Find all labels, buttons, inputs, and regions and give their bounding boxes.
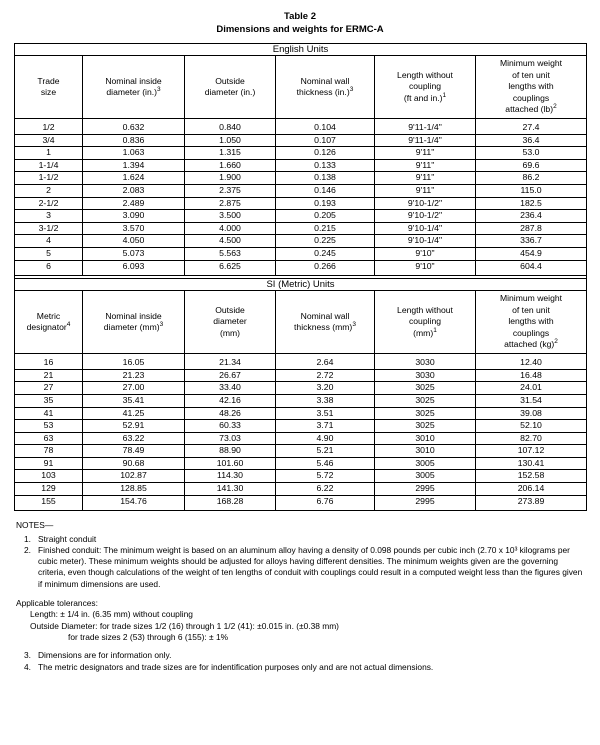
cell-wall-thickness: 3.51 xyxy=(276,407,375,420)
cell-metric-designator: 53 xyxy=(15,420,83,433)
cell-weight: 336.7 xyxy=(476,235,587,248)
cell-length: 3030 xyxy=(375,369,476,382)
table-title xyxy=(14,10,586,36)
header-metric-designator: Metric designator$^4$ xyxy=(15,291,83,354)
cell-weight: 273.89 xyxy=(476,495,587,511)
cell-metric-designator: 103 xyxy=(15,470,83,483)
cell-outside-diameter: 2.875 xyxy=(185,197,276,210)
cell-weight: 287.8 xyxy=(476,222,587,235)
cell-outside-diameter: 0.840 xyxy=(185,119,276,135)
table-row xyxy=(15,369,587,382)
cell-weight: 130.41 xyxy=(476,457,587,470)
cell-trade-size: 1-1/4 xyxy=(15,159,83,172)
cell-length: 9'11-1/4" xyxy=(375,119,476,135)
cell-inside-diameter: 2.489 xyxy=(83,197,185,210)
cell-trade-size: 2 xyxy=(15,184,83,197)
table-row xyxy=(15,197,587,210)
note-item xyxy=(16,650,586,661)
cell-trade-size: 5 xyxy=(15,247,83,260)
cell-weight: 53.0 xyxy=(476,147,587,160)
cell-trade-size: 3 xyxy=(15,210,83,223)
cell-outside-diameter: 114.30 xyxy=(185,470,276,483)
cell-inside-diameter: 90.68 xyxy=(83,457,185,470)
cell-weight: 152.58 xyxy=(476,470,587,483)
cell-inside-diameter: 6.093 xyxy=(83,260,185,276)
cell-wall-thickness: 0.215 xyxy=(276,222,375,235)
cell-length: 3030 xyxy=(375,354,476,370)
cell-inside-diameter: 63.22 xyxy=(83,432,185,445)
table-row xyxy=(15,247,587,260)
cell-wall-thickness: 3.71 xyxy=(276,420,375,433)
cell-inside-diameter: 52.91 xyxy=(83,420,185,433)
cell-weight: 69.6 xyxy=(476,159,587,172)
cell-trade-size: 4 xyxy=(15,235,83,248)
header-nominal-wall-thickness-mm: Nominal wall thickness (mm)$^3$ xyxy=(276,291,375,354)
cell-inside-diameter: 1.624 xyxy=(83,172,185,185)
cell-metric-designator: 91 xyxy=(15,457,83,470)
cell-trade-size: 1-1/2 xyxy=(15,172,83,185)
table-row xyxy=(15,445,587,458)
header-minimum-weight-kg: Minimum weight of ten unit lengths with couplings attached (kg)$^2$ xyxy=(476,291,587,354)
dimensions-table xyxy=(14,43,587,511)
cell-inside-diameter: 3.570 xyxy=(83,222,185,235)
note-item xyxy=(16,662,586,673)
cell-inside-diameter: 3.090 xyxy=(83,210,185,223)
cell-length: 3025 xyxy=(375,394,476,407)
cell-wall-thickness: 3.38 xyxy=(276,394,375,407)
cell-length: 9'11-1/4" xyxy=(375,134,476,147)
cell-length: 3025 xyxy=(375,407,476,420)
table-row xyxy=(15,420,587,433)
cell-wall-thickness: 0.138 xyxy=(276,172,375,185)
table-row xyxy=(15,260,587,276)
cell-length: 3005 xyxy=(375,457,476,470)
cell-weight: 604.4 xyxy=(476,260,587,276)
table-row xyxy=(15,172,587,185)
cell-outside-diameter: 4.000 xyxy=(185,222,276,235)
cell-wall-thickness: 0.107 xyxy=(276,134,375,147)
table-row xyxy=(15,147,587,160)
note-text: Straight conduit xyxy=(38,533,97,544)
notes-heading: NOTES— xyxy=(16,520,54,531)
cell-outside-diameter: 88.90 xyxy=(185,445,276,458)
cell-trade-size: 1 xyxy=(15,147,83,160)
cell-weight: 206.14 xyxy=(476,483,587,496)
cell-trade-size: 6 xyxy=(15,260,83,276)
note-text: The metric designators and trade sizes are for indentification purposes only and are not actual dimensions. xyxy=(38,661,434,672)
note-item xyxy=(16,545,586,590)
cell-wall-thickness: 6.22 xyxy=(276,483,375,496)
note-number: 3. xyxy=(24,650,31,661)
note-item xyxy=(16,534,586,545)
cell-outside-diameter: 26.67 xyxy=(185,369,276,382)
cell-metric-designator: 63 xyxy=(15,432,83,445)
table-row xyxy=(15,210,587,223)
cell-wall-thickness: 5.72 xyxy=(276,470,375,483)
cell-wall-thickness: 0.225 xyxy=(276,235,375,248)
note-number: 4. xyxy=(24,661,31,672)
cell-outside-diameter: 6.625 xyxy=(185,260,276,276)
cell-outside-diameter: 168.28 xyxy=(185,495,276,511)
english-header-row xyxy=(15,56,587,119)
header-minimum-weight: Minimum weight of ten unit lengths with couplings attached (lb)$^2$ xyxy=(476,56,587,119)
cell-weight: 39.08 xyxy=(476,407,587,420)
cell-wall-thickness: 0.133 xyxy=(276,159,375,172)
cell-weight: 115.0 xyxy=(476,184,587,197)
cell-length: 9'10-1/2" xyxy=(375,197,476,210)
cell-weight: 236.4 xyxy=(476,210,587,223)
cell-weight: 82.70 xyxy=(476,432,587,445)
cell-metric-designator: 78 xyxy=(15,445,83,458)
cell-length: 9'11" xyxy=(375,184,476,197)
cell-inside-diameter: 27.00 xyxy=(83,382,185,395)
table-row xyxy=(15,134,587,147)
cell-trade-size: 2-1/2 xyxy=(15,197,83,210)
cell-outside-diameter: 5.563 xyxy=(185,247,276,260)
cell-length: 3025 xyxy=(375,420,476,433)
si-units-band: SI (Metric) Units xyxy=(15,279,587,291)
cell-inside-diameter: 4.050 xyxy=(83,235,185,248)
table-row xyxy=(15,184,587,197)
cell-inside-diameter: 128.85 xyxy=(83,483,185,496)
cell-weight: 16.48 xyxy=(476,369,587,382)
cell-trade-size: 3/4 xyxy=(15,134,83,147)
cell-wall-thickness: 0.104 xyxy=(276,119,375,135)
cell-inside-diameter: 35.41 xyxy=(83,394,185,407)
cell-wall-thickness: 2.72 xyxy=(276,369,375,382)
cell-inside-diameter: 0.632 xyxy=(83,119,185,135)
cell-inside-diameter: 5.073 xyxy=(83,247,185,260)
notes-section-continued xyxy=(14,650,586,673)
table-row xyxy=(15,159,587,172)
tolerance-outside-diameter-large: for trade sizes 2 (53) through 6 (155): ± 1% xyxy=(68,631,229,642)
header-outside-diameter-mm: Outside diameter (mm) xyxy=(185,291,276,354)
cell-weight: 12.40 xyxy=(476,354,587,370)
table-title-line2: Dimensions and weights for ERMC-A xyxy=(216,24,384,35)
cell-wall-thickness: 2.64 xyxy=(276,354,375,370)
tolerance-length: Length: ± 1/4 in. (6.35 mm) without coupling xyxy=(30,609,193,620)
cell-length: 3025 xyxy=(375,382,476,395)
cell-length: 2995 xyxy=(375,495,476,511)
cell-outside-diameter: 73.03 xyxy=(185,432,276,445)
table-row xyxy=(15,222,587,235)
header-nominal-inside-diameter-mm: Nominal inside diameter (mm)$^3$ xyxy=(83,291,185,354)
cell-metric-designator: 27 xyxy=(15,382,83,395)
cell-metric-designator: 16 xyxy=(15,354,83,370)
cell-outside-diameter: 1.660 xyxy=(185,159,276,172)
table-row xyxy=(15,407,587,420)
tolerance-outside-diameter: Outside Diameter: for trade sizes 1/2 (16) through 1 1/2 (41): ±0.015 in. (±0.38 mm) xyxy=(30,620,339,631)
note-number: 2. xyxy=(24,544,31,555)
cell-metric-designator: 35 xyxy=(15,394,83,407)
table-row xyxy=(15,119,587,135)
cell-outside-diameter: 48.26 xyxy=(185,407,276,420)
table-row xyxy=(15,483,587,496)
cell-wall-thickness: 0.146 xyxy=(276,184,375,197)
table-row xyxy=(15,432,587,445)
cell-inside-diameter: 102.87 xyxy=(83,470,185,483)
cell-wall-thickness: 0.245 xyxy=(276,247,375,260)
cell-wall-thickness: 4.90 xyxy=(276,432,375,445)
cell-wall-thickness: 0.266 xyxy=(276,260,375,276)
cell-metric-designator: 41 xyxy=(15,407,83,420)
cell-weight: 27.4 xyxy=(476,119,587,135)
cell-inside-diameter: 2.083 xyxy=(83,184,185,197)
cell-weight: 52.10 xyxy=(476,420,587,433)
cell-length: 3010 xyxy=(375,432,476,445)
cell-wall-thickness: 6.76 xyxy=(276,495,375,511)
tolerances-heading: Applicable tolerances: xyxy=(16,598,98,609)
cell-weight: 36.4 xyxy=(476,134,587,147)
cell-metric-designator: 129 xyxy=(15,483,83,496)
cell-inside-diameter: 1.063 xyxy=(83,147,185,160)
cell-outside-diameter: 1.900 xyxy=(185,172,276,185)
cell-length: 3010 xyxy=(375,445,476,458)
cell-inside-diameter: 0.836 xyxy=(83,134,185,147)
header-nominal-inside-diameter: Nominal inside diameter $(in.)^3$ xyxy=(83,56,185,119)
note-text: Finished conduit: The minimum weight is based on an aluminum alloy having a density of 0.098 pounds per cubic inch (2.70 x 10³ kilograms per cubic meter). These minimum weights should be adjusted for alloys having different densities. The minimum weights given are the governing criteria, even though calculations of the weight of ten lengths of conduit with couplings could result in a computed weight less than the figures given if minimum dimensions are used. xyxy=(38,544,583,589)
cell-length: 9'10-1/4" xyxy=(375,222,476,235)
cell-inside-diameter: 1.394 xyxy=(83,159,185,172)
cell-inside-diameter: 78.49 xyxy=(83,445,185,458)
cell-inside-diameter: 16.05 xyxy=(83,354,185,370)
cell-weight: 24.01 xyxy=(476,382,587,395)
cell-trade-size: 1/2 xyxy=(15,119,83,135)
table-title-line1: Table 2 xyxy=(283,11,317,22)
table-row xyxy=(15,382,587,395)
cell-length: 9'11" xyxy=(375,159,476,172)
cell-metric-designator: 21 xyxy=(15,369,83,382)
cell-weight: 454.9 xyxy=(476,247,587,260)
si-header-row xyxy=(15,291,587,354)
notes-section xyxy=(14,520,586,590)
cell-outside-diameter: 1.315 xyxy=(185,147,276,160)
cell-outside-diameter: 21.34 xyxy=(185,354,276,370)
cell-length: 9'10" xyxy=(375,260,476,276)
english-units-band: English Units xyxy=(15,44,587,56)
header-length-without-coupling: Length without coupling (ft and in.)$^1$ xyxy=(375,56,476,119)
cell-outside-diameter: 141.30 xyxy=(185,483,276,496)
cell-inside-diameter: 21.23 xyxy=(83,369,185,382)
note-text: Dimensions are for information only. xyxy=(38,650,172,661)
cell-wall-thickness: 0.126 xyxy=(276,147,375,160)
header-trade-size: Trade size xyxy=(15,56,83,119)
cell-outside-diameter: 1.050 xyxy=(185,134,276,147)
cell-wall-thickness: 0.205 xyxy=(276,210,375,223)
cell-weight: 107.12 xyxy=(476,445,587,458)
table-row xyxy=(15,235,587,248)
header-nominal-wall-thickness: Nominal wall thickness $(in.)^3$ xyxy=(276,56,375,119)
cell-outside-diameter: 33.40 xyxy=(185,382,276,395)
cell-length: 9'11" xyxy=(375,147,476,160)
cell-trade-size: 3-1/2 xyxy=(15,222,83,235)
cell-wall-thickness: 5.46 xyxy=(276,457,375,470)
table-row xyxy=(15,457,587,470)
cell-length: 3005 xyxy=(375,470,476,483)
cell-weight: 182.5 xyxy=(476,197,587,210)
cell-outside-diameter: 101.60 xyxy=(185,457,276,470)
cell-wall-thickness: 0.193 xyxy=(276,197,375,210)
cell-metric-designator: 155 xyxy=(15,495,83,511)
table-row xyxy=(15,394,587,407)
cell-outside-diameter: 60.33 xyxy=(185,420,276,433)
table-row xyxy=(15,470,587,483)
cell-inside-diameter: 41.25 xyxy=(83,407,185,420)
cell-length: 9'10" xyxy=(375,247,476,260)
cell-length: 9'10-1/4" xyxy=(375,235,476,248)
cell-wall-thickness: 3.20 xyxy=(276,382,375,395)
cell-length: 9'11" xyxy=(375,172,476,185)
cell-weight: 31.54 xyxy=(476,394,587,407)
note-number: 1. xyxy=(24,533,31,544)
cell-length: 9'10-1/2" xyxy=(375,210,476,223)
cell-outside-diameter: 4.500 xyxy=(185,235,276,248)
header-outside-diameter: Outside diameter (in.) xyxy=(185,56,276,119)
cell-length: 2995 xyxy=(375,483,476,496)
header-length-without-coupling-mm: Length without coupling (mm)$^1$ xyxy=(375,291,476,354)
cell-outside-diameter: 42.16 xyxy=(185,394,276,407)
cell-outside-diameter: 2.375 xyxy=(185,184,276,197)
cell-weight: 86.2 xyxy=(476,172,587,185)
cell-outside-diameter: 3.500 xyxy=(185,210,276,223)
table-row xyxy=(15,354,587,370)
cell-wall-thickness: 5.21 xyxy=(276,445,375,458)
cell-inside-diameter: 154.76 xyxy=(83,495,185,511)
table-row xyxy=(15,495,587,511)
tolerances-section xyxy=(14,598,586,643)
